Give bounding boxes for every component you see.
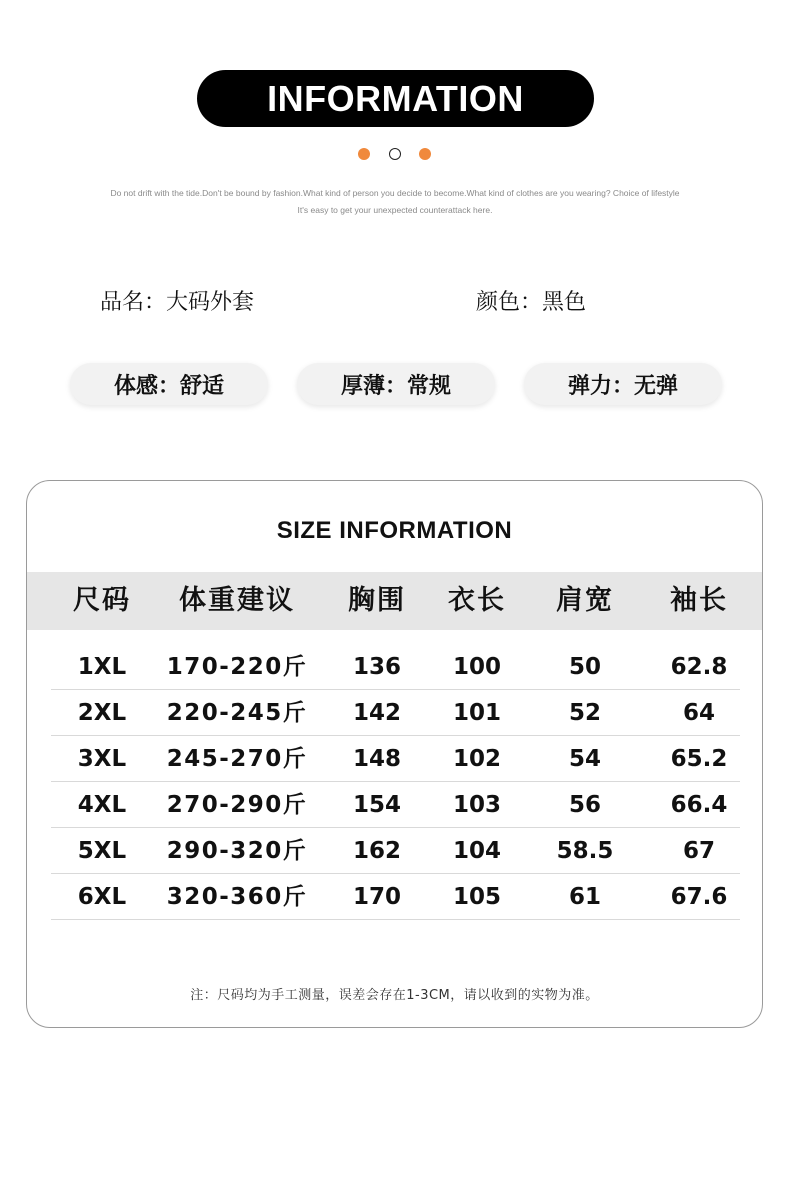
- shoulder-cell: 61: [568, 884, 601, 910]
- tagline-line-1: Do not drift with the tide.Don't be bound by fashion.What kind of person you decide to become.What kind of clothes are you wearing? Choice of lifestyle: [110, 188, 680, 198]
- size-table-header: [27, 572, 762, 630]
- weight-cell: 290-320斤: [166, 838, 308, 864]
- weight-cell: 170-220斤: [166, 654, 308, 680]
- sleeve-cell: 66.4: [670, 792, 728, 818]
- information-banner: [197, 70, 594, 127]
- shoulder-cell: 52: [568, 700, 601, 726]
- weight-cell: 320-360斤: [166, 884, 308, 910]
- weight-cell: 270-290斤: [166, 792, 308, 818]
- size-cell: 2XL: [77, 700, 127, 726]
- product-name: 品名：大码外套: [100, 290, 255, 315]
- decorative-dots: [358, 147, 434, 163]
- length-cell: 104: [452, 838, 501, 864]
- length-cell: 105: [452, 884, 501, 910]
- header-size: 尺码: [73, 585, 131, 616]
- sleeve-cell: 65.2: [670, 746, 728, 772]
- size-cell: 1XL: [77, 654, 127, 680]
- header-shoulder: 肩宽: [556, 585, 614, 616]
- length-cell: 103: [452, 792, 501, 818]
- chest-cell: 148: [352, 746, 401, 772]
- table-row: [51, 644, 740, 690]
- size-cell: 5XL: [77, 838, 127, 864]
- table-row: [51, 782, 740, 828]
- shoulder-cell: 56: [568, 792, 601, 818]
- shoulder-cell: 58.5: [556, 838, 614, 864]
- table-row: [51, 828, 740, 874]
- chest-cell: 170: [352, 884, 401, 910]
- size-cell: 3XL: [77, 746, 127, 772]
- sleeve-cell: 67.6: [670, 884, 728, 910]
- weight-cell: 245-270斤: [166, 746, 308, 772]
- table-row: [51, 874, 740, 920]
- orange-dot-icon: [358, 148, 370, 160]
- header-sleeve: 袖长: [670, 585, 728, 616]
- sleeve-cell: 67: [682, 838, 715, 864]
- chest-cell: 162: [352, 838, 401, 864]
- feel-pill: 体感：舒适: [70, 363, 268, 405]
- table-row: [51, 736, 740, 782]
- tagline-line-2: It's easy to get your unexpected counterattack here.: [297, 205, 493, 215]
- header-weight: 体重建议: [179, 585, 295, 616]
- sleeve-cell: 64: [682, 700, 715, 726]
- measurement-note: 注：尺码均为手工测量，误差会存在1-3CM，请以收到的实物为准。: [190, 988, 599, 1003]
- banner-title: INFORMATION: [267, 77, 524, 119]
- orange-dot-icon: [419, 148, 431, 160]
- chest-cell: 136: [352, 654, 401, 680]
- length-cell: 102: [452, 746, 501, 772]
- header-chest: 胸围: [348, 585, 406, 616]
- size-cell: 6XL: [77, 884, 127, 910]
- length-cell: 100: [452, 654, 501, 680]
- size-information-card: [26, 480, 763, 1028]
- size-table-title: SIZE INFORMATION: [276, 517, 513, 544]
- table-row: [51, 690, 740, 736]
- shoulder-cell: 50: [568, 654, 601, 680]
- chest-cell: 154: [352, 792, 401, 818]
- hollow-dot-icon: [389, 148, 401, 160]
- size-cell: 4XL: [77, 792, 127, 818]
- sleeve-cell: 62.8: [670, 654, 728, 680]
- weight-cell: 220-245斤: [166, 700, 308, 726]
- product-color: 颜色：黑色: [476, 290, 587, 315]
- row-divider: [51, 919, 740, 920]
- thickness-pill: 厚薄：常规: [297, 363, 495, 405]
- chest-cell: 142: [352, 700, 401, 726]
- shoulder-cell: 54: [568, 746, 601, 772]
- length-cell: 101: [452, 700, 501, 726]
- header-length: 衣长: [448, 585, 506, 616]
- elasticity-pill: 弹力：无弹: [524, 363, 722, 405]
